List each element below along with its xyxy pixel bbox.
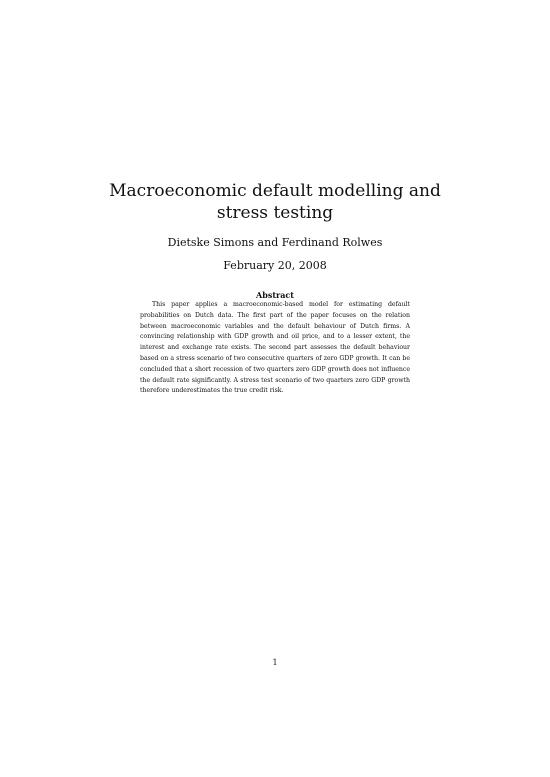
paper-title: Macroeconomic default modelling and stress testing <box>109 181 441 223</box>
abstract-heading: Abstract <box>256 290 294 300</box>
paper-authors: Dietske Simons and Ferdinand Rolwes <box>167 236 383 249</box>
paper-date: February 20, 2008 <box>223 259 327 272</box>
page-number: 1 <box>272 658 278 667</box>
abstract-body: This paper applies a macroeconomic-based model for estimating default probabilities on Dutch data. The first part of the paper focuses on the relation between macroeconomic variables and the default behaviour of Dutch firms. A convincing relationship with GDP growth and oil price, and to a lesser extent, the interest and exchange rate exists. The second part assesses the default behaviour based on a stress scenario of two consecutive quarters of zero GDP growth. It can be concluded that a short recession of two quarters zero GDP growth does not influence the default rate significantly. A stress test scenario of two quarters zero GDP growth therefore underestimates the true credit risk. <box>140 301 410 395</box>
